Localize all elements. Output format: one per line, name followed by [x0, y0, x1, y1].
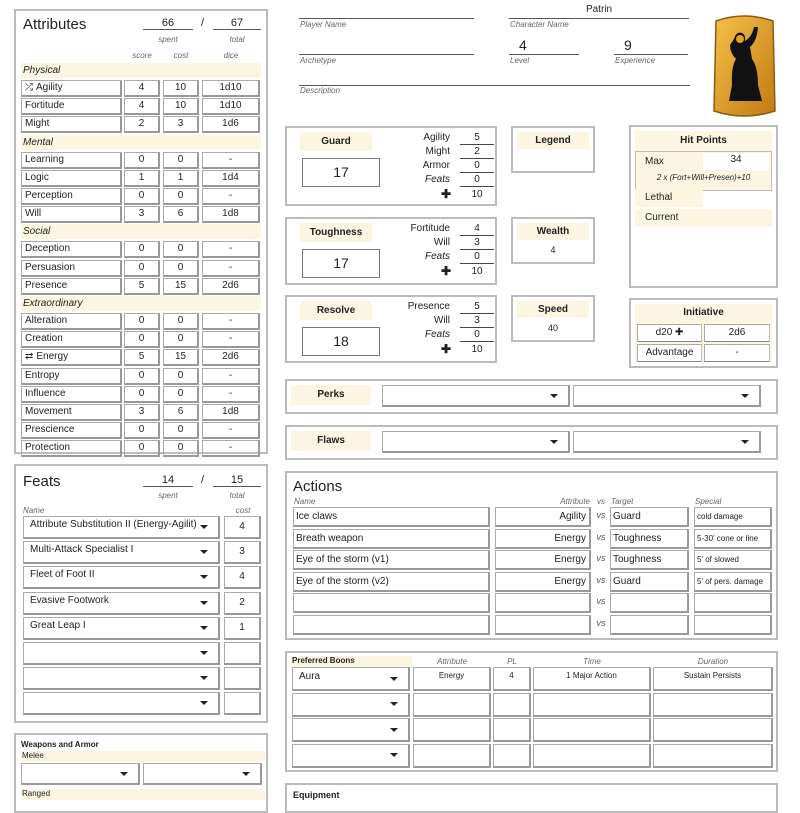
hit-points-panel — [629, 125, 778, 288]
player-name-field[interactable] — [299, 4, 474, 19]
initiative-panel — [629, 298, 778, 368]
attribute-score-perception[interactable]: 0 — [124, 188, 160, 205]
defense-line-value: 0 — [460, 174, 494, 187]
boons-col-time: Time — [583, 657, 601, 666]
wealth-value[interactable]: 4 — [550, 245, 556, 255]
hit-points-lethal-label: Lethal — [635, 189, 703, 207]
attribute-dice-entropy: - — [202, 368, 260, 385]
boons-col-pl: PL — [507, 657, 517, 666]
attribute-name-influence — [21, 386, 122, 403]
boon-select[interactable] — [292, 744, 410, 768]
weapons-title: Weapons and Armor — [21, 740, 99, 749]
boon-pl — [493, 718, 531, 742]
defense-title-resolve: Resolve — [300, 301, 372, 320]
attribute-dice-fortitude: 1d10 — [202, 98, 260, 115]
experience-caption: Experience — [615, 56, 656, 65]
attribute-score-fortitude[interactable]: 4 — [124, 98, 160, 115]
attribute-cost-alteration: 0 — [163, 313, 199, 330]
defense-value-guard[interactable]: 17 — [302, 158, 380, 187]
feats-panel — [14, 464, 268, 723]
attribute-cost-presence: 15 — [163, 278, 199, 295]
attribute-dice-agility: 1d10 — [202, 80, 260, 97]
defense-panel-resolve — [285, 295, 497, 363]
attribute-label-perception: Perception — [25, 190, 73, 201]
attribute-score-agility[interactable]: 4 — [124, 80, 160, 97]
archetype-caption: Archetype — [300, 56, 337, 65]
attribute-label-learning: Learning — [25, 153, 64, 165]
boon-attribute — [413, 718, 491, 742]
boon-attribute — [413, 744, 491, 768]
feats-col-cost: cost — [235, 506, 251, 515]
flaw-select-1[interactable] — [382, 431, 570, 453]
feat-select[interactable] — [23, 592, 220, 615]
feats-spent-caption: spent — [158, 491, 178, 500]
attribute-name-energy — [21, 349, 122, 366]
boons-panel — [285, 651, 778, 772]
action-attribute[interactable] — [495, 615, 591, 635]
attribute-cost-fortitude: 10 — [163, 98, 199, 115]
attribute-score-alteration[interactable]: 0 — [124, 313, 160, 330]
melee-label: Melee — [21, 751, 265, 762]
attribute-dice-logic: 1d4 — [202, 170, 260, 187]
feat-cost: 4 — [224, 516, 261, 539]
defense-line-label: Will — [433, 237, 450, 248]
initiative-title: Initiative — [635, 304, 772, 322]
defense-line-value: 5 — [460, 301, 494, 314]
initiative-advantage-label: Advantage — [637, 344, 702, 362]
action-special[interactable] — [694, 593, 772, 613]
attribute-score-prescience[interactable]: 0 — [124, 422, 160, 439]
experience-field[interactable]: 9 — [614, 37, 688, 55]
action-special[interactable]: 5-30' cone or line — [694, 529, 772, 549]
feat-name: Fleet of Foot II — [30, 569, 95, 581]
attribute-score-energy[interactable]: 5 — [124, 349, 160, 366]
game-logo — [712, 15, 777, 118]
action-target[interactable]: Guard — [610, 507, 689, 527]
attribute-score-learning[interactable]: 0 — [124, 152, 160, 169]
attribute-dice-learning: - — [202, 152, 260, 169]
defense-panel-guard — [285, 126, 497, 206]
defense-line-label: Feats — [424, 251, 450, 262]
defense-line-label: Feats — [424, 174, 450, 185]
attribute-group-physical: Physical — [21, 63, 261, 78]
defense-line-label: Armor — [422, 160, 450, 171]
perks-title: Perks — [291, 385, 371, 405]
ranged-label: Ranged — [21, 789, 265, 800]
attributes-panel — [14, 9, 268, 454]
feats-spent: 14 — [143, 474, 193, 487]
attribute-label-persuasion: Persuasion — [25, 261, 76, 273]
attribute-dice-presence: 2d6 — [202, 278, 260, 295]
attribute-label-energy: Energy — [36, 351, 69, 363]
speed-title: Speed — [517, 301, 589, 318]
attribute-name-entropy — [21, 368, 122, 385]
flaws-panel — [285, 425, 778, 460]
attribute-dice-movement: 1d8 — [202, 404, 260, 421]
wealth-title: Wealth — [517, 223, 589, 240]
defense-value-toughness[interactable]: 17 — [302, 249, 380, 278]
attribute-dice-energy: 2d6 — [202, 349, 260, 366]
plus-icon: ✚ — [441, 264, 452, 278]
attribute-name-perception — [21, 188, 122, 205]
plus-icon: ✚ — [441, 187, 452, 201]
boon-pl — [493, 744, 531, 768]
chevron-down-icon — [200, 601, 208, 605]
defense-line-label: Feats — [424, 329, 450, 340]
attribute-cost-influence: 0 — [163, 386, 199, 403]
attribute-name-learning — [21, 152, 122, 169]
feat-cost — [224, 692, 261, 715]
attribute-name-protection — [21, 440, 122, 457]
feat-cost: 1 — [224, 617, 261, 640]
defense-line-label: Presence — [407, 301, 450, 312]
boon-duration — [653, 744, 773, 768]
perk-select-2[interactable] — [573, 385, 761, 407]
action-target[interactable] — [610, 593, 689, 613]
attribute-name-presence — [21, 278, 122, 295]
action-target[interactable]: Toughness — [610, 529, 689, 549]
attribute-name-prescience — [21, 422, 122, 439]
chevron-down-icon — [390, 702, 398, 706]
boon-duration — [653, 693, 773, 717]
actions-col-vs: vs — [597, 497, 605, 506]
initiative-d20-label: d20 ✚ — [637, 324, 702, 342]
attribute-name-will — [21, 206, 122, 223]
defense-line-value: 0 — [460, 160, 494, 173]
feats-total: 15 — [213, 474, 261, 487]
action-target[interactable]: Guard — [610, 572, 689, 592]
player-name-caption: Player Name — [300, 20, 347, 29]
defense-line-value: 0 — [460, 329, 494, 342]
attribute-dice-alteration: - — [202, 313, 260, 330]
action-vs: vs — [596, 618, 606, 628]
attribute-label-creation: Creation — [25, 333, 63, 345]
action-special[interactable]: cold damage — [694, 507, 772, 527]
feat-select[interactable] — [23, 667, 220, 690]
speed-value[interactable]: 40 — [547, 323, 558, 333]
attribute-cost-perception: 0 — [163, 188, 199, 205]
feat-name: Attribute Substitution II (Energy-Agilit) — [30, 519, 197, 530]
action-name[interactable]: Breath weapon — [293, 529, 490, 549]
boon-pl — [493, 693, 531, 717]
col-cost-header: cost — [173, 51, 189, 60]
chevron-down-icon — [200, 550, 208, 554]
attribute-name-persuasion — [21, 260, 122, 277]
attribute-group-social: Social — [21, 224, 261, 239]
attribute-name-movement — [21, 404, 122, 421]
attribute-label-protection: Protection — [25, 442, 71, 454]
action-special[interactable]: 5' of pers. damage — [694, 572, 772, 592]
chevron-down-icon — [390, 677, 398, 681]
action-vs: vs — [596, 553, 606, 564]
defense-title-guard: Guard — [300, 132, 372, 151]
attribute-cost-prescience: 0 — [163, 422, 199, 439]
hit-points-max-label: Max — [645, 156, 664, 167]
feat-name: Great Leap I — [30, 619, 86, 631]
boon-time — [533, 718, 651, 742]
boons-col-duration: Duration — [697, 657, 729, 666]
attribute-name-logic — [21, 170, 122, 187]
action-vs: vs — [596, 531, 606, 542]
boon-select[interactable] — [292, 718, 410, 742]
attributes-total: 67 — [213, 17, 261, 30]
attribute-cost-learning: 0 — [163, 152, 199, 169]
attribute-label-logic: Logic — [25, 171, 49, 183]
attribute-label-presence: Presence — [25, 279, 68, 291]
chevron-down-icon — [390, 753, 398, 757]
boon-time: 1 Major Action — [533, 667, 651, 691]
defense-total: 10 — [471, 189, 483, 200]
feat-name: Multi-Attack Specialist I — [30, 544, 134, 556]
boon-duration: Sustain Persists — [653, 667, 773, 691]
attribute-score-presence[interactable]: 5 — [124, 278, 160, 295]
defense-line-label: Fortitude — [410, 223, 450, 234]
boon-attribute — [413, 693, 491, 717]
description-caption: Description — [300, 86, 341, 95]
attribute-name-deception — [21, 241, 122, 258]
feats-col-name: Name — [23, 506, 45, 515]
actions-col-special: Special — [695, 497, 722, 506]
flaws-title: Flaws — [291, 431, 371, 451]
action-name[interactable] — [293, 615, 490, 635]
attribute-score-deception[interactable]: 0 — [124, 241, 160, 258]
plus-icon: ✚ — [441, 342, 452, 356]
attributes-slash: / — [201, 17, 205, 29]
attribute-dice-protection: - — [202, 440, 260, 457]
action-attribute[interactable]: Energy — [495, 550, 591, 570]
chevron-down-icon — [200, 701, 208, 705]
speed-panel — [511, 295, 595, 342]
defense-line-value: 4 — [460, 223, 494, 236]
attribute-dice-perception: - — [202, 188, 260, 205]
attribute-dice-influence: - — [202, 386, 260, 403]
attributes-total-caption: total — [229, 35, 245, 44]
melee-select-1[interactable] — [21, 763, 140, 785]
attribute-label-might: Might — [25, 118, 50, 130]
weapons-panel — [14, 733, 268, 813]
col-score-header: score — [132, 51, 152, 60]
attribute-group-extraordinary: Extraordinary — [21, 296, 261, 311]
attribute-name-alteration — [21, 313, 122, 330]
level-caption: Level — [510, 56, 530, 65]
attribute-score-might[interactable]: 2 — [124, 116, 160, 133]
feat-select[interactable] — [23, 617, 220, 640]
attribute-dice-creation: - — [202, 331, 260, 348]
defense-line-value: 0 — [460, 251, 494, 264]
action-attribute[interactable]: Agility — [495, 507, 591, 527]
attributes-spent: 66 — [143, 17, 193, 30]
attribute-score-protection[interactable]: 0 — [124, 440, 160, 457]
equipment-title: Equipment — [293, 790, 340, 800]
feat-select[interactable] — [23, 516, 220, 539]
chevron-down-icon — [200, 575, 208, 579]
actions-title: Actions — [293, 478, 343, 495]
attribute-dice-prescience: - — [202, 422, 260, 439]
attribute-score-influence[interactable]: 0 — [124, 386, 160, 403]
boon-time — [533, 744, 651, 768]
hit-points-current-label: Current — [635, 209, 772, 227]
initiative-advantage-value[interactable]: - — [704, 344, 770, 362]
boon-pl: 4 — [493, 667, 531, 691]
character-name-caption: Character Name — [510, 20, 569, 29]
attribute-score-will[interactable]: 3 — [124, 206, 160, 223]
attribute-dice-will: 1d8 — [202, 206, 260, 223]
attribute-cost-protection: 0 — [163, 440, 199, 457]
feats-title: Feats — [23, 473, 61, 490]
boon-select[interactable] — [292, 693, 410, 717]
feat-select[interactable] — [23, 642, 220, 665]
attribute-dice-deception: - — [202, 241, 260, 258]
actions-col-attribute: Attribute — [560, 497, 590, 506]
energy-mark-icon: ⇄ — [25, 351, 34, 363]
legend-value[interactable] — [517, 151, 589, 165]
action-special[interactable]: 5' of slowed — [694, 550, 772, 570]
attribute-cost-will: 6 — [163, 206, 199, 223]
wealth-panel — [511, 217, 595, 264]
boon-time — [533, 693, 651, 717]
attribute-name-fortitude — [21, 98, 122, 115]
character-name-field[interactable]: Patrin — [509, 4, 689, 19]
hit-points-max-value[interactable]: 34 — [703, 153, 769, 170]
defense-line-value: 2 — [460, 146, 494, 159]
chevron-down-icon — [200, 676, 208, 680]
attribute-cost-persuasion: 0 — [163, 260, 199, 277]
boons-title: Preferred Boons — [291, 656, 412, 668]
perks-panel — [285, 379, 778, 414]
archetype-field[interactable] — [299, 39, 474, 55]
action-name[interactable]: Ice claws — [293, 507, 490, 527]
boon-select[interactable] — [292, 667, 410, 691]
description-field[interactable] — [299, 70, 690, 86]
feat-select[interactable] — [23, 541, 220, 564]
feat-cost: 4 — [224, 566, 261, 589]
defense-panel-toughness — [285, 217, 497, 285]
hit-points-title: Hit Points — [635, 131, 772, 151]
attribute-label-will: Will — [25, 208, 42, 220]
chevron-down-icon — [200, 525, 208, 529]
action-attribute[interactable]: Energy — [495, 572, 591, 592]
defense-total: 10 — [471, 344, 483, 355]
defense-line-label: Might — [425, 146, 450, 157]
attribute-label-fortitude: Fortitude — [25, 100, 65, 112]
boon-name: Aura — [299, 671, 321, 682]
attribute-cost-deception: 0 — [163, 241, 199, 258]
actions-col-name: Name — [294, 497, 316, 506]
chevron-down-icon — [390, 728, 398, 732]
attribute-label-prescience: Prescience — [25, 424, 75, 436]
feat-cost: 2 — [224, 592, 261, 615]
attributes-spent-caption: spent — [158, 35, 178, 44]
feat-cost — [224, 642, 261, 665]
defense-total: 10 — [471, 266, 483, 277]
attribute-label-movement: Movement — [25, 406, 72, 417]
action-target[interactable]: Toughness — [610, 550, 689, 570]
action-attribute[interactable]: Energy — [495, 529, 591, 549]
legend-title: Legend — [517, 132, 589, 149]
chevron-down-icon — [200, 626, 208, 630]
attribute-score-entropy[interactable]: 0 — [124, 368, 160, 385]
defense-line-value: 3 — [460, 237, 494, 250]
action-name[interactable] — [293, 593, 490, 613]
attribute-cost-entropy: 0 — [163, 368, 199, 385]
melee-select-2[interactable] — [143, 763, 262, 785]
attribute-name-agility — [21, 80, 122, 97]
hit-points-formula: 2 x (Fort+Will+Presen)+10 — [656, 173, 751, 182]
defense-line-label: Will — [433, 315, 450, 326]
attribute-dice-persuasion: - — [202, 260, 260, 277]
action-name[interactable]: Eye of the storm (v2) — [293, 572, 490, 592]
attributes-title: Attributes — [23, 16, 87, 33]
feat-name: Evasive Footwork — [30, 594, 109, 606]
attribute-label-entropy: Entropy — [25, 369, 60, 381]
feat-cost: 3 — [224, 541, 261, 564]
action-vs: vs — [596, 596, 606, 607]
action-special[interactable] — [694, 615, 772, 635]
attribute-cost-creation: 0 — [163, 331, 199, 348]
flaw-select-2[interactable] — [573, 431, 761, 453]
defense-title-toughness: Toughness — [300, 223, 372, 242]
attribute-group-mental: Mental — [21, 135, 261, 150]
attribute-cost-movement: 6 — [163, 404, 199, 421]
attribute-name-might — [21, 116, 122, 133]
attribute-score-movement[interactable]: 3 — [124, 404, 160, 421]
hit-points-lethal-value[interactable] — [703, 189, 772, 207]
legend-panel — [511, 126, 595, 173]
action-vs: vs — [596, 510, 606, 520]
attribute-label-deception: Deception — [25, 243, 71, 255]
attribute-score-creation[interactable]: 0 — [124, 331, 160, 348]
feats-total-caption: total — [229, 491, 245, 500]
action-name[interactable]: Eye of the storm (v1) — [293, 550, 490, 570]
attribute-cost-agility: 10 — [163, 80, 199, 97]
actions-panel — [285, 471, 778, 640]
action-vs: vs — [596, 574, 606, 585]
attribute-cost-energy: 15 — [163, 349, 199, 366]
equipment-panel — [285, 783, 778, 813]
attribute-cost-logic: 1 — [163, 170, 199, 187]
chevron-down-icon — [200, 651, 208, 655]
attribute-cost-might: 3 — [163, 116, 199, 133]
feat-select[interactable] — [23, 566, 220, 589]
defense-line-value: 3 — [460, 315, 494, 328]
defense-line-label: Agility — [423, 132, 450, 143]
action-attribute[interactable] — [495, 593, 591, 613]
attribute-score-persuasion[interactable]: 0 — [124, 260, 160, 277]
level-field[interactable]: 4 — [509, 37, 579, 55]
actions-col-target: Target — [611, 497, 634, 506]
attribute-name-creation — [21, 331, 122, 348]
attribute-label-alteration: Alteration — [25, 315, 68, 326]
attribute-score-logic[interactable]: 1 — [124, 170, 160, 187]
defense-line-value: 5 — [460, 132, 494, 145]
boon-attribute: Energy — [413, 667, 491, 691]
defense-value-resolve[interactable]: 18 — [302, 327, 380, 356]
feat-select[interactable] — [23, 692, 220, 715]
col-dice-header: dice — [223, 51, 239, 60]
attribute-dice-might: 1d6 — [202, 116, 260, 133]
boon-duration — [653, 718, 773, 742]
feats-slash: / — [201, 474, 205, 486]
perk-select-1[interactable] — [382, 385, 570, 407]
attribute-label-agility: Agility — [36, 82, 63, 93]
boons-col-attribute: Attribute — [437, 657, 467, 666]
action-target[interactable] — [610, 615, 689, 635]
initiative-d20-value[interactable]: 2d6 — [704, 324, 770, 342]
attribute-label-influence: Influence — [25, 387, 66, 399]
agility-mark-icon: ⤮ — [25, 82, 33, 93]
feat-cost — [224, 667, 261, 690]
